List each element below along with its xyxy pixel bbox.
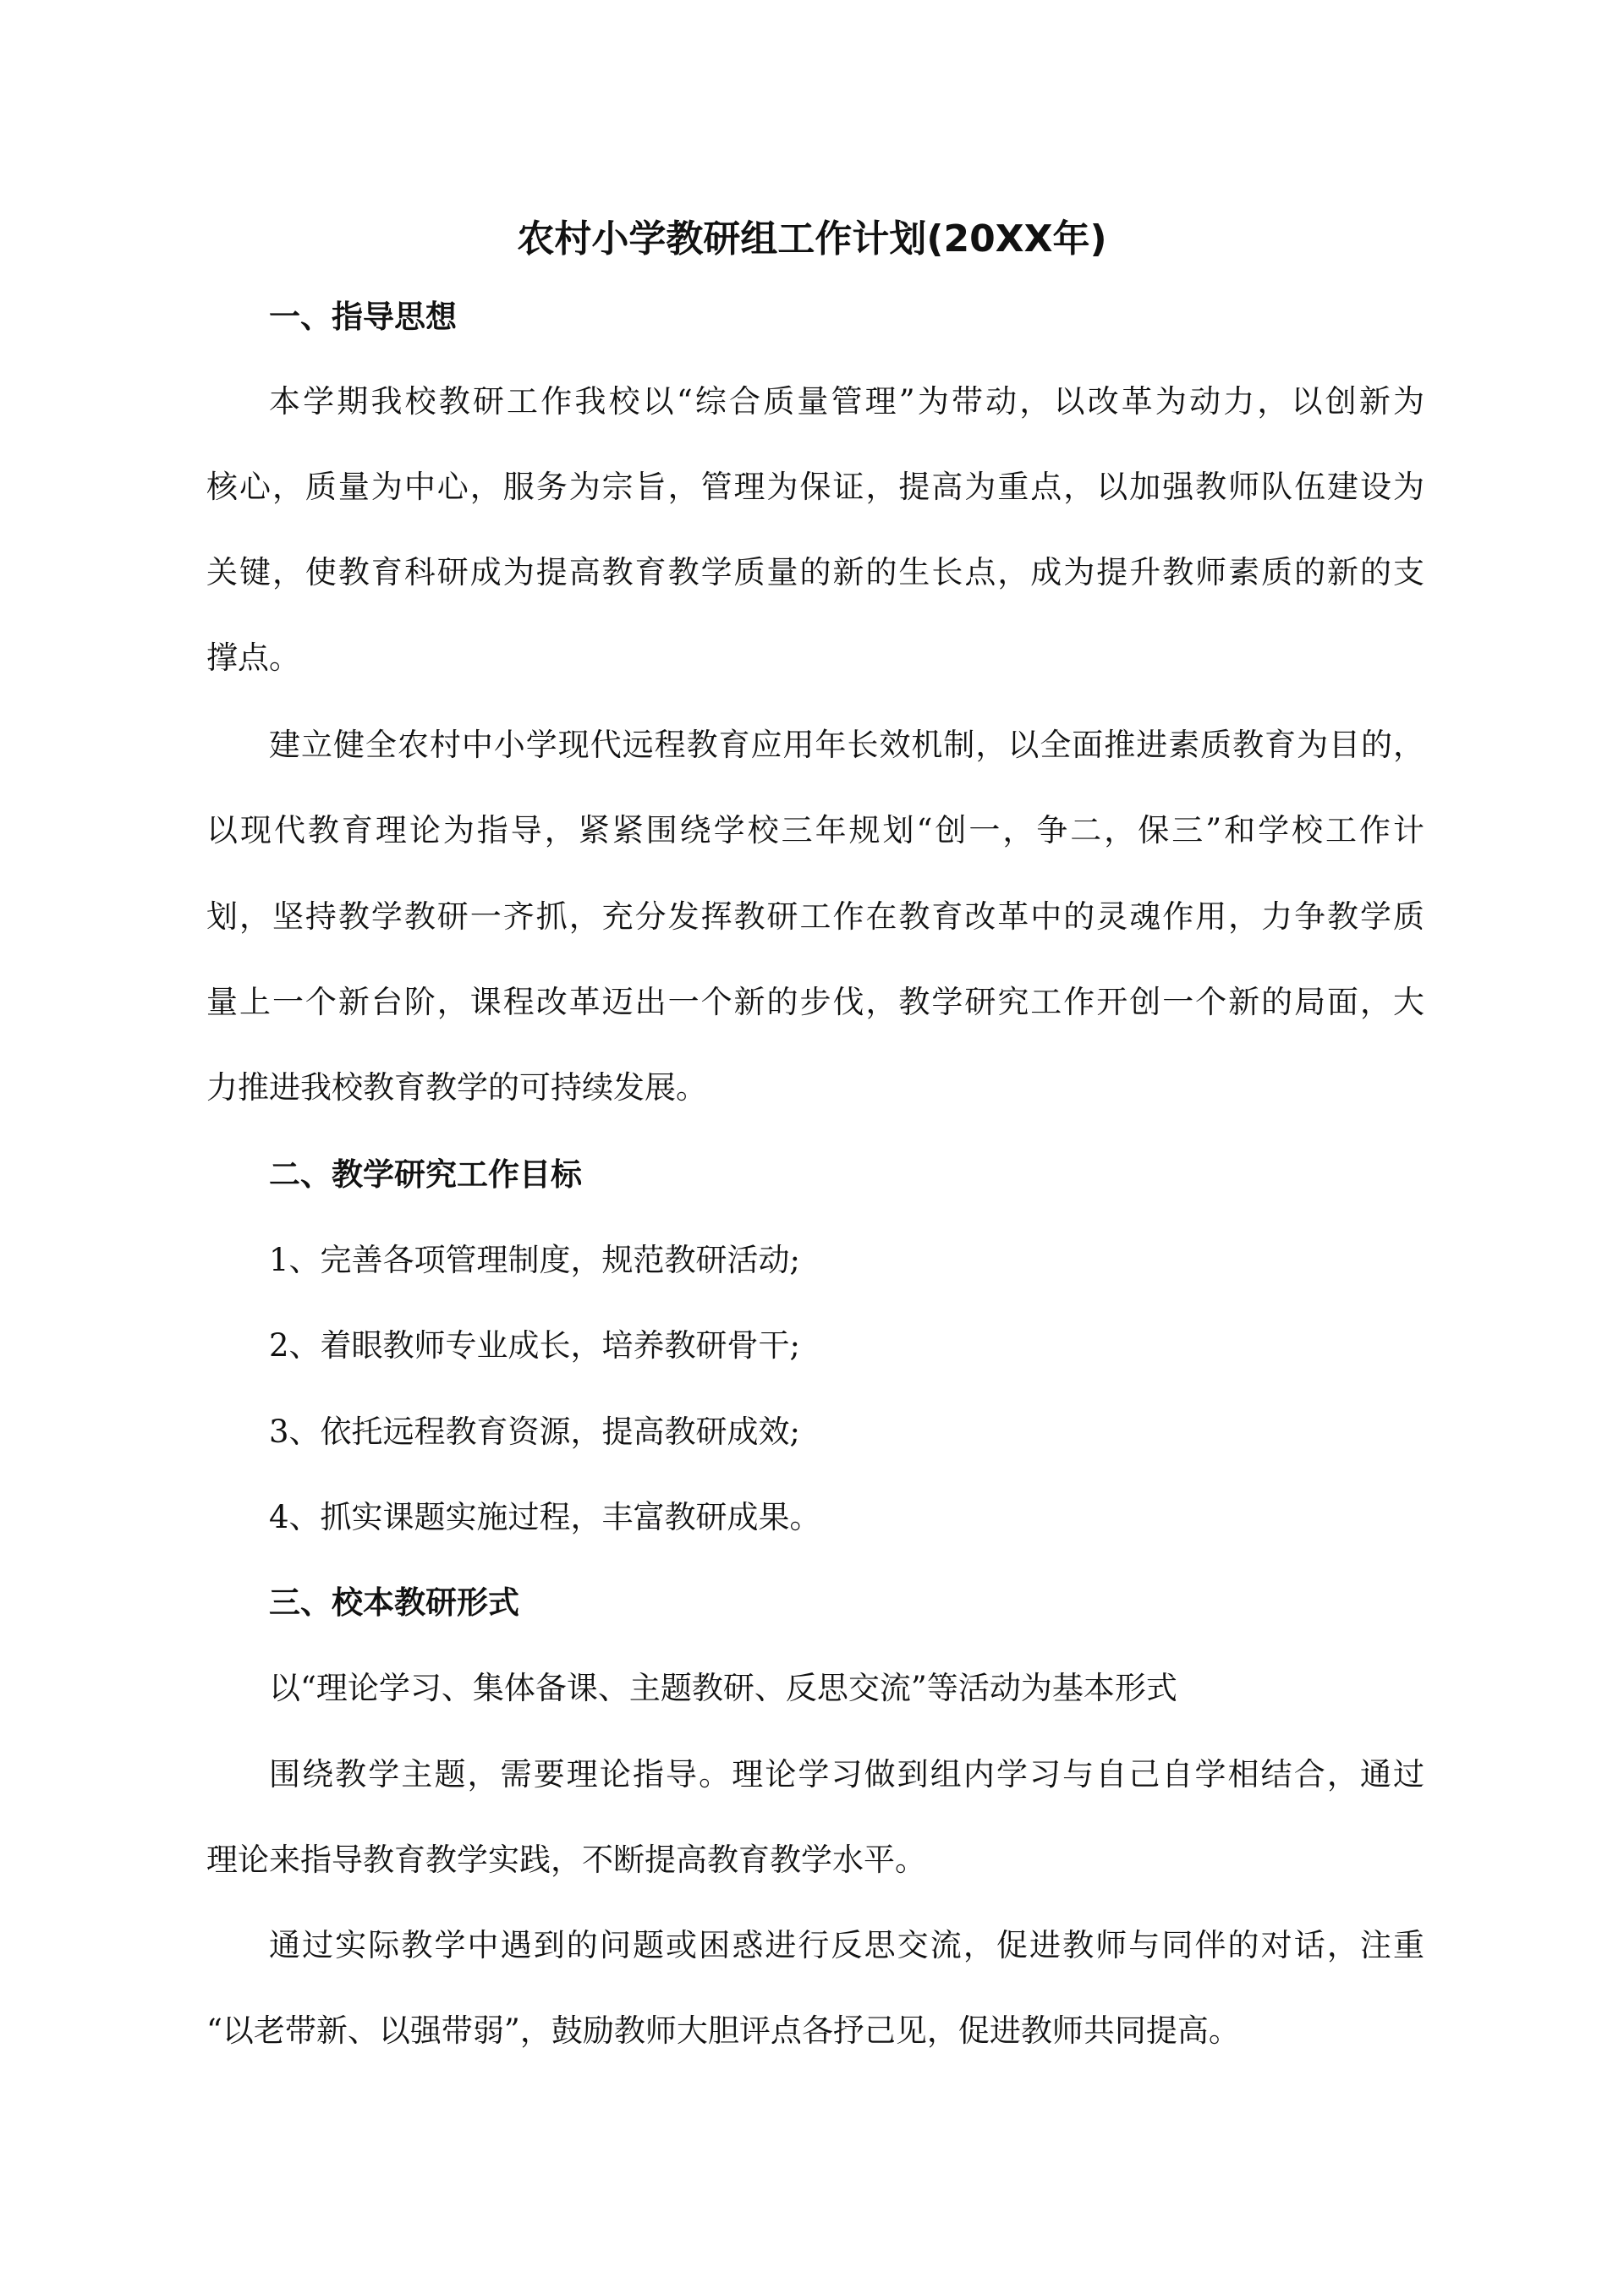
paragraph-line: 建立健全农村中小学现代远程教育应用年长效机制，以全面推进素质教育为目的，	[269, 727, 1424, 763]
paragraph-line: 量上一个新台阶，课程改革迈出一个新的步伐，教学研究工作开创一个新的局面，大	[206, 984, 1424, 1020]
paragraph-line: 核心，质量为中心，服务为宗旨，管理为保证，提高为重点，以加强教师队伍建设为	[206, 469, 1424, 505]
list-item: 2、着眼教师专业成长，培养教研骨干;	[269, 1327, 801, 1364]
section-heading: 二、教学研究工作目标	[269, 1156, 582, 1193]
paragraph-line: 通过实际教学中遇到的问题或困惑进行反思交流，促进教师与同伴的对话，注重	[269, 1927, 1424, 1963]
paragraph-line: 本学期我校教研工作我校以“综合质量管理”为带动，以改革为动力，以创新为	[269, 383, 1424, 420]
section-heading: 一、指导思想	[269, 299, 457, 335]
paragraph-line: 关键，使教育科研成为提高教育教学质量的新的生长点，成为提升教师素质的新的支	[206, 554, 1424, 590]
paragraph-line: 围绕教学主题，需要理论指导。理论学习做到组内学习与自己自学相结合，通过	[269, 1756, 1424, 1793]
paragraph-line: 以现代教育理论为指导，紧紧围绕学校三年规划“创一，争二，保三”和学校工作计	[206, 812, 1424, 848]
section-heading: 三、校本教研形式	[269, 1584, 519, 1621]
document-title: 农村小学教研组工作计划(20XX年)	[517, 217, 1107, 261]
paragraph-line: 力推进我校教育教学的可持续发展。	[206, 1069, 707, 1106]
list-item: 4、抓实课题实施过程，丰富教研成果。	[269, 1499, 821, 1535]
list-item: 1、完善各项管理制度，规范教研活动;	[269, 1242, 801, 1278]
paragraph-line: 以“理论学习、集体备课、主题教研、反思交流”等活动为基本形式	[269, 1670, 1177, 1706]
paragraph-line: 理论来指导教育教学实践，不断提高教育教学水平。	[206, 1842, 926, 1878]
paragraph-line: 撑点。	[206, 640, 300, 676]
list-item: 3、依托远程教育资源，提高教研成效;	[269, 1414, 801, 1450]
paragraph-line: 划，坚持教学教研一齐抓，充分发挥教研工作在教育改革中的灵魂作用，力争教学质	[206, 898, 1424, 935]
paragraph-line: “以老带新、以强带弱”，鼓励教师大胆评点各抒己见，促进教师共同提高。	[206, 2012, 1240, 2049]
